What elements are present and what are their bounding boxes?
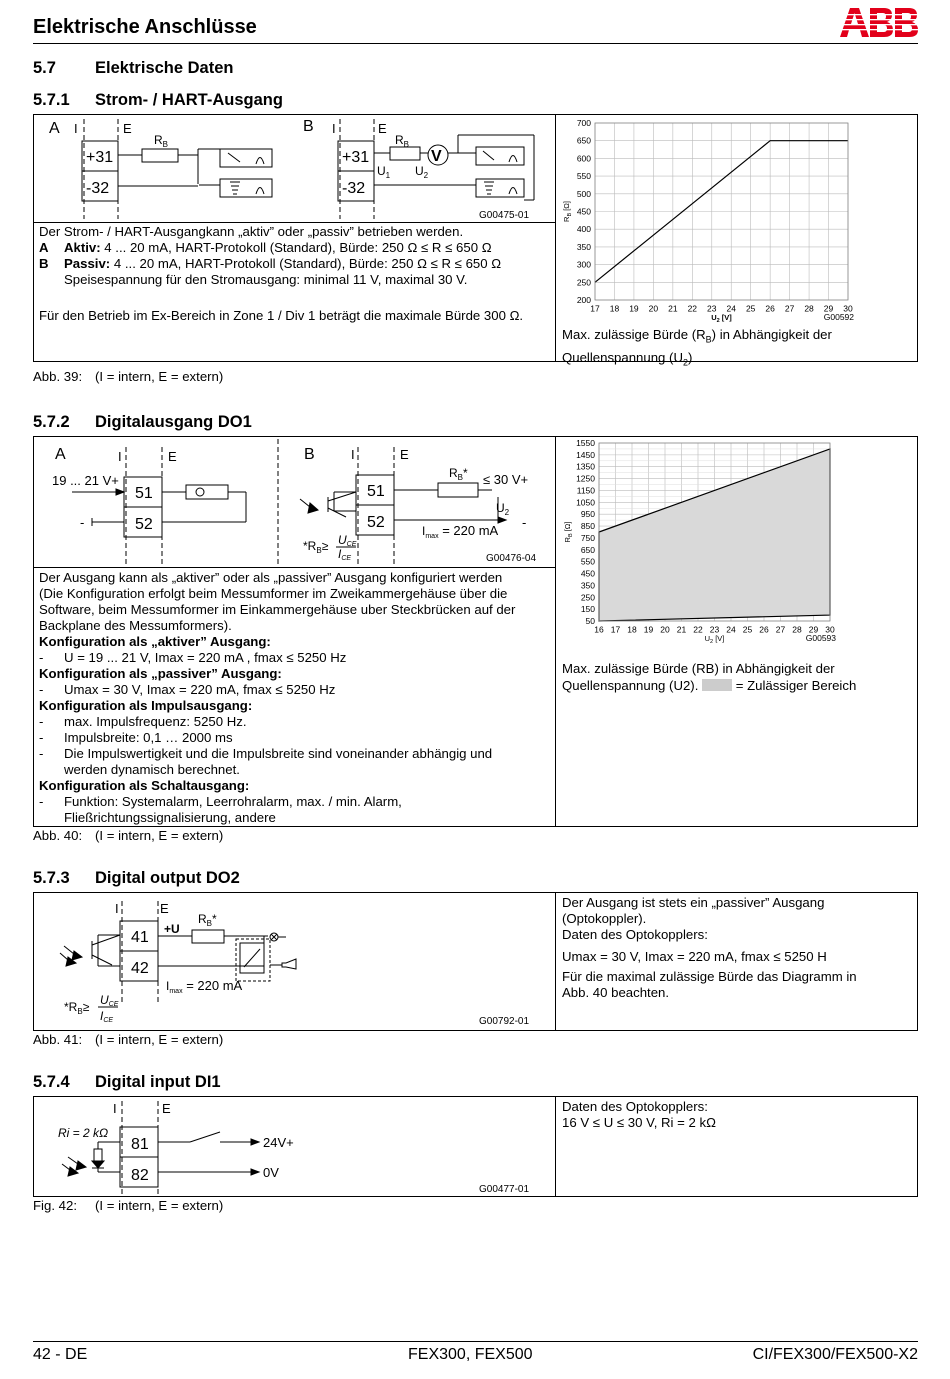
bullet-item: [39, 794, 551, 810]
formula-i: I: [338, 547, 342, 561]
terminal-31: +31: [86, 149, 114, 166]
y-tick-label: 450: [576, 206, 591, 217]
figure-text: (I = intern, E = extern): [95, 1032, 224, 1047]
do1-circuit-diagram: [34, 437, 554, 567]
chart-caption-2: [562, 660, 912, 694]
svg-text:*RB≥: [64, 1000, 90, 1016]
text-line: [39, 762, 551, 778]
x-tick-label: 18: [609, 303, 620, 314]
x-axis-label-unit: [V]: [719, 313, 732, 322]
figure-label: Abb. 39:: [33, 369, 83, 384]
line-text: U = 19 ... 21 V, Imax = 220 mA , fmax ≤ 5250 Hz: [64, 650, 347, 665]
line-text: werden dynamisch berechnet.: [64, 762, 240, 777]
current-value: = 220 mA: [438, 523, 499, 538]
voltage-u2-sub: 2: [423, 171, 429, 180]
formula-i-sub: CE: [341, 555, 352, 562]
minus-label: -: [80, 515, 85, 530]
bullet-item: [39, 650, 551, 666]
x-tick-label: 26: [765, 303, 775, 314]
figure-text: (I = intern, E = extern): [95, 828, 224, 843]
y-tick-label: 250: [580, 592, 595, 603]
x-tick-label: 25: [745, 303, 756, 314]
svg-text:U2: [496, 501, 510, 517]
y-tick-label: 700: [576, 118, 591, 128]
x-tick-label: 22: [687, 303, 698, 314]
supply-24v-label: 24V+: [263, 1135, 294, 1150]
label-intern: I: [351, 447, 355, 462]
line-text: (Die Konfiguration erfolgt beim Messumformer im Zweikammergehäuse über die: [39, 586, 508, 601]
text-line: Der Strom- / HART-Ausgangkann „aktiv” oder „passiv” betrieben werden.: [39, 224, 464, 239]
terminal-81: 81: [131, 1136, 149, 1153]
text-line: Für den Betrieb im Ex-Bereich in Zone 1 / Div 1 beträgt die maximale Bürde 300 Ω.: [39, 308, 524, 323]
text-line: Für die maximal zulässige Bürde das Diagramm in: [562, 969, 857, 984]
y-tick-label: 650: [580, 544, 595, 555]
y-tick-label: 1450: [576, 449, 595, 460]
figure-code: G00477-01: [479, 1184, 530, 1195]
line-text: max. Impulsfrequenz: 5250 Hz.: [64, 714, 247, 729]
resistor-label: R: [449, 466, 458, 480]
line-text: Fließrichtungssignalisierung, andere: [64, 810, 276, 825]
load-vs-voltage-chart-1: [557, 116, 917, 322]
y-axis-label: [563, 522, 574, 543]
formula-u-sub: CE: [108, 1001, 119, 1008]
y-tick-label: 950: [580, 509, 595, 520]
text-heading-line: [39, 634, 551, 650]
heading-text: Strom- / HART-Ausgang: [95, 91, 283, 109]
label-intern: I: [115, 901, 119, 916]
item-text: 4 ... 20 mA, HART-Protokoll (Standard), Bürde: 250 Ω ≤ R ≤ 650 Ω: [110, 256, 502, 271]
x-axis-label-sub: 2: [716, 318, 720, 322]
permitted-range-swatch: [702, 679, 732, 691]
line-text: Impulsbreite: 0,1 … 2000 ms: [64, 730, 233, 745]
text-line: Umax = 30 V, Imax = 220 mA, fmax ≤ 5250 H: [562, 949, 827, 964]
formula-r-sub: B: [77, 1007, 83, 1016]
x-tick-label: 28: [804, 303, 814, 314]
y-tick-label: 200: [576, 295, 591, 305]
formula-u: U: [100, 993, 109, 1007]
text-line: [39, 602, 551, 618]
svg-text:*RB≥: [303, 539, 329, 555]
footer-rule: [33, 1341, 918, 1342]
y-tick-label: 350: [576, 241, 591, 252]
caption-part: Max. zulässige Bürde (R: [562, 327, 706, 342]
svg-text:RB*: [198, 912, 217, 928]
line-text: Die Impulswertigkeit und die Impulsbreite sind voneinander abhängig und: [64, 746, 493, 761]
resistor-label-sub: B: [206, 919, 213, 928]
x-tick-label: 27: [784, 303, 795, 314]
terminal-31: +31: [342, 149, 370, 166]
formula-ge: ≥: [82, 1000, 90, 1014]
bullet-dash: -: [39, 682, 44, 697]
caption-part: Quellenspannung (U: [562, 349, 683, 365]
bullet-item: [39, 682, 551, 698]
text-item-b: [39, 256, 551, 272]
y-axis-label-main: R: [562, 216, 571, 222]
x-tick-label: 29: [808, 624, 819, 635]
current-label: I: [422, 524, 426, 538]
heading-5-7-1: [33, 91, 283, 110]
x-tick-label: 19: [629, 303, 639, 314]
text-line: [39, 586, 551, 602]
line-text: Software, beim Messumformer im Einkammergehäuse uber Steckbrücken auf der: [39, 602, 516, 617]
terminal-32: -32: [342, 180, 366, 197]
x-axis-label-main: U: [704, 634, 711, 643]
page-title: Elektrische Anschlüsse: [33, 16, 257, 38]
table-divider: [555, 436, 556, 827]
figure-label: Abb. 41:: [33, 1032, 83, 1047]
y-tick-label: 1550: [576, 438, 595, 448]
y-tick-label: 350: [580, 580, 595, 591]
heading-5-7: [33, 59, 233, 78]
x-tick-label: 17: [590, 303, 600, 314]
figure-label: Abb. 40:: [33, 828, 83, 843]
y-tick-label: 1250: [576, 473, 595, 484]
item-text: 4 ... 20 mA, HART-Protokoll (Standard), Bürde: 250 Ω ≤ R ≤ 650 Ω: [100, 240, 492, 255]
heading-number: 5.7.1: [33, 91, 70, 109]
table-divider: [555, 1096, 556, 1197]
terminal-52: 52: [367, 514, 385, 531]
y-tick-label: 250: [576, 277, 591, 288]
svg-text:UCE: [100, 993, 119, 1008]
label-extern: E: [162, 1101, 171, 1116]
label-intern: I: [74, 121, 78, 136]
y-tick-label: 850: [580, 521, 595, 532]
svg-text:U1: [377, 164, 391, 180]
x-axis-label-unit: [V]: [713, 634, 725, 643]
svg-text:UCE: [338, 533, 357, 548]
voltage-max-label: ≤ 30 V+: [483, 472, 529, 487]
formula-r: *R: [64, 1000, 78, 1014]
figure-caption-42: [33, 1198, 223, 1213]
resistor-label: R: [154, 133, 163, 147]
table-divider: [33, 567, 555, 568]
y-tick-label: 1050: [576, 497, 595, 508]
y-axis-label: [562, 201, 573, 222]
bullet-item: [39, 746, 551, 762]
heading-number: 5.7: [33, 59, 56, 77]
x-tick-label: 26: [759, 624, 769, 635]
formula-i-sub: CE: [103, 1017, 114, 1024]
label-extern: E: [378, 121, 387, 136]
formula-r-sub: B: [316, 546, 322, 555]
line-text: Konfiguration als „passiver” Ausgang:: [39, 666, 282, 681]
text-line: Daten des Optokopplers:: [562, 927, 708, 942]
formula-u-sub: CE: [346, 541, 357, 548]
ground-0v-label: 0V: [263, 1165, 279, 1180]
y-axis-label-main: R: [563, 537, 572, 543]
text-line: Daten des Optokopplers:: [562, 1099, 708, 1114]
table-divider: [33, 222, 555, 223]
y-tick-label: 500: [576, 188, 591, 199]
abb-logo: [838, 4, 920, 40]
svg-text:ICE: [100, 1009, 113, 1024]
y-tick-label: 400: [576, 224, 591, 235]
text-line: [39, 810, 551, 826]
heading-5-7-3: [33, 869, 240, 888]
label-a: A: [49, 120, 60, 137]
figure-code: G00476-04: [486, 553, 537, 564]
terminal-41: 41: [131, 929, 149, 946]
x-tick-label: 24: [726, 624, 736, 635]
x-tick-label: 23: [707, 303, 717, 314]
load-vs-voltage-chart-2: [557, 438, 917, 650]
label-extern: E: [123, 121, 132, 136]
figure-caption-39: [33, 369, 223, 384]
terminal-82: 82: [131, 1167, 149, 1184]
caption-part: = Zulässiger Bereich: [735, 678, 857, 693]
resistor-label: R: [395, 133, 404, 147]
text-item-a: [39, 240, 551, 256]
chart-caption-1: [562, 326, 912, 371]
x-tick-label: 17: [610, 624, 621, 635]
product-name: FEX300, FEX500: [408, 1346, 533, 1363]
bullet-dash: -: [39, 794, 44, 809]
do1-description: [39, 570, 551, 826]
y-tick-label: 650: [576, 135, 591, 146]
label-a: A: [55, 446, 66, 463]
y-tick-label: 450: [580, 568, 595, 579]
x-axis-label-main: U: [711, 313, 717, 322]
heading-5-7-4: [33, 1073, 221, 1092]
resistor-label-sub: B: [162, 140, 169, 149]
x-tick-label: 23: [709, 624, 720, 635]
line-text: Der Ausgang kann als „aktiver” oder als „passiver” Ausgang konfiguriert werden: [39, 570, 503, 585]
page-number: 42 - DE: [33, 1346, 88, 1363]
y-tick-label: 550: [580, 556, 595, 567]
bullet-dash: -: [39, 650, 44, 665]
do2-circuit-diagram: [34, 893, 554, 1030]
formula-ge: ≥: [321, 539, 329, 553]
y-axis-label-sub: B: [568, 533, 574, 538]
heading-number: 5.7.3: [33, 869, 70, 887]
bullet-dash: -: [39, 714, 44, 729]
header-rule: [33, 43, 918, 44]
resistor-label: R: [198, 912, 207, 926]
do2-description: [562, 895, 914, 1001]
text-line: Speisespannung für den Stromausgang: minimal 11 V, maximal 30 V.: [64, 272, 468, 287]
x-tick-label: 21: [676, 624, 687, 635]
y-axis-label-unit: [Ω]: [563, 521, 572, 534]
caption-line: Max. zulässige Bürde (RB) in Abhängigkeit der: [562, 661, 835, 676]
item-bold: Passiv:: [64, 256, 111, 271]
current-label-sub: max: [425, 533, 439, 540]
y-tick-label: 600: [576, 153, 591, 164]
voltage-u2: U: [415, 164, 424, 178]
text-line: (Optokoppler).: [562, 911, 647, 926]
bullet-dash: -: [39, 746, 44, 761]
voltmeter-symbol: V: [431, 148, 442, 165]
x-tick-label: 19: [643, 624, 654, 635]
terminal-32: -32: [86, 180, 110, 197]
supply-label: +U: [164, 922, 180, 936]
x-tick-label: 27: [775, 624, 786, 635]
heading-number: 5.7.4: [33, 1073, 70, 1091]
caption-part: ): [687, 349, 693, 365]
current-value: = 220 mA: [182, 978, 243, 993]
resistor-star: *: [463, 466, 468, 480]
formula-r: *R: [303, 539, 317, 553]
y-axis-label-sub: B: [567, 212, 573, 217]
x-tick-label: 18: [627, 624, 637, 635]
terminal-42: 42: [131, 960, 149, 977]
y-tick-label: 750: [580, 532, 595, 543]
di1-circuit-diagram: [34, 1097, 554, 1196]
caption-sub: 2: [682, 357, 688, 368]
item-bold: Aktiv:: [64, 240, 101, 255]
figure-text: (I = intern, E = extern): [95, 1198, 224, 1213]
label-b: B: [303, 118, 314, 135]
resistor-label-sub: B: [457, 473, 464, 482]
svg-text:Imax = 220 mA: [166, 978, 243, 995]
bullet-item: [39, 730, 551, 746]
heading-5-7-2: [33, 413, 252, 432]
x-axis-label-sub: 2: [710, 639, 714, 645]
resistor-label-sub: B: [403, 140, 410, 149]
svg-text:RB*: [449, 466, 468, 482]
resistor-star: *: [212, 912, 217, 926]
heading-number: 5.7.2: [33, 413, 70, 431]
text-heading-line: [39, 698, 551, 714]
label-extern: E: [400, 447, 409, 462]
y-tick-label: 550: [576, 171, 591, 182]
bullet-item: [39, 714, 551, 730]
voltage-u2: U: [496, 501, 505, 515]
terminal-51: 51: [135, 485, 153, 502]
text-heading-line: [39, 778, 551, 794]
svg-text:Imax = 220 mA: [422, 523, 499, 540]
x-axis-label: [711, 313, 732, 322]
caption-part: Quellenspannung (U2).: [562, 678, 699, 693]
heading-text: Elektrische Daten: [95, 59, 234, 77]
text-line: [39, 618, 551, 634]
heading-text: Digitalausgang DO1: [95, 413, 252, 431]
label-intern: I: [118, 449, 122, 464]
current-label: I: [166, 979, 170, 993]
voltage-range-label: 19 ... 21 V+: [52, 473, 119, 488]
y-tick-label: 150: [580, 604, 595, 615]
minus-label: -: [522, 515, 527, 530]
x-tick-label: 24: [726, 303, 736, 314]
label-intern: I: [332, 121, 336, 136]
x-tick-label: 30: [843, 303, 853, 314]
y-tick-label: 1150: [576, 485, 595, 496]
x-tick-label: 29: [823, 303, 834, 314]
line-text: Funktion: Systemalarm, Leerrohralarm, max. / min. Alarm,: [64, 794, 402, 809]
text-line: [39, 570, 551, 586]
figure-label: Fig. 42:: [33, 1198, 77, 1213]
hart-output-circuit-diagram: [34, 115, 554, 221]
y-tick-label: 50: [585, 616, 595, 626]
formula-i: I: [100, 1009, 104, 1023]
svg-text:RB: [154, 133, 168, 149]
line-text: Konfiguration als „aktiver” Ausgang:: [39, 634, 271, 649]
label-extern: E: [168, 449, 177, 464]
caption-sub: B: [705, 334, 712, 345]
figure-code: G00592: [823, 312, 854, 322]
svg-text:ICE: [338, 547, 351, 562]
document-id: CI/FEX300/FEX500-X2: [752, 1346, 918, 1363]
y-tick-label: 300: [576, 259, 591, 270]
di1-description: [562, 1099, 914, 1131]
text-line: Abb. 40 beachten.: [562, 985, 670, 1000]
figure-code: G00475-01: [479, 210, 530, 221]
x-tick-label: 16: [594, 624, 604, 635]
line-text: Konfiguration als Schaltausgang:: [39, 778, 250, 793]
voltage-u1: U: [377, 164, 386, 178]
svg-text:U2: [415, 164, 429, 180]
figure-caption-41: [33, 1032, 223, 1047]
x-axis-label: [705, 634, 725, 645]
figure-code: G00792-01: [479, 1016, 530, 1027]
heading-text: Digital output DO2: [95, 869, 240, 887]
line-text: Backplane des Messumformers).: [39, 618, 232, 633]
figure-code: G00593: [805, 633, 836, 643]
y-tick-label: 1350: [576, 461, 595, 472]
voltage-u2-sub: 2: [504, 508, 510, 517]
x-tick-label: 28: [792, 624, 802, 635]
figure-text: (I = intern, E = extern): [95, 369, 224, 384]
label-extern: E: [160, 901, 169, 916]
table-divider: [555, 892, 556, 1031]
text-line: 16 V ≤ U ≤ 30 V, Ri = 2 kΩ: [562, 1115, 716, 1130]
terminal-52: 52: [135, 516, 153, 533]
item-key: A: [39, 240, 49, 255]
voltage-u1-sub: 1: [385, 171, 391, 180]
text-heading-line: [39, 666, 551, 682]
heading-text: Digital input DI1: [95, 1073, 221, 1091]
formula-u: U: [338, 533, 347, 547]
input-resistance-label: Ri = 2 kΩ: [58, 1126, 109, 1140]
svg-text:RB: [395, 133, 409, 149]
text-line: Der Ausgang ist stets ein „passiver” Ausgang: [562, 895, 825, 910]
line-text: Konfiguration als Impulsausgang:: [39, 698, 253, 713]
x-tick-label: 20: [660, 624, 670, 635]
item-key: B: [39, 256, 49, 271]
bullet-dash: -: [39, 730, 44, 745]
x-tick-label: 30: [825, 624, 835, 635]
table-divider: [555, 114, 556, 362]
x-tick-label: 22: [693, 624, 703, 635]
x-tick-label: 21: [668, 303, 678, 314]
x-tick-label: 25: [742, 624, 753, 635]
line-text: Umax = 30 V, Imax = 220 mA, fmax ≤ 5250 Hz: [64, 682, 336, 697]
terminal-51: 51: [367, 483, 385, 500]
caption-part: ) in Abhängigkeit der: [711, 327, 832, 342]
hart-output-description: [39, 224, 551, 324]
label-b: B: [304, 446, 315, 463]
x-tick-label: 20: [648, 303, 659, 314]
figure-caption-40: [33, 828, 223, 843]
current-label-sub: max: [169, 988, 183, 995]
label-intern: I: [113, 1101, 117, 1116]
y-axis-label-unit: [Ω]: [562, 201, 571, 213]
